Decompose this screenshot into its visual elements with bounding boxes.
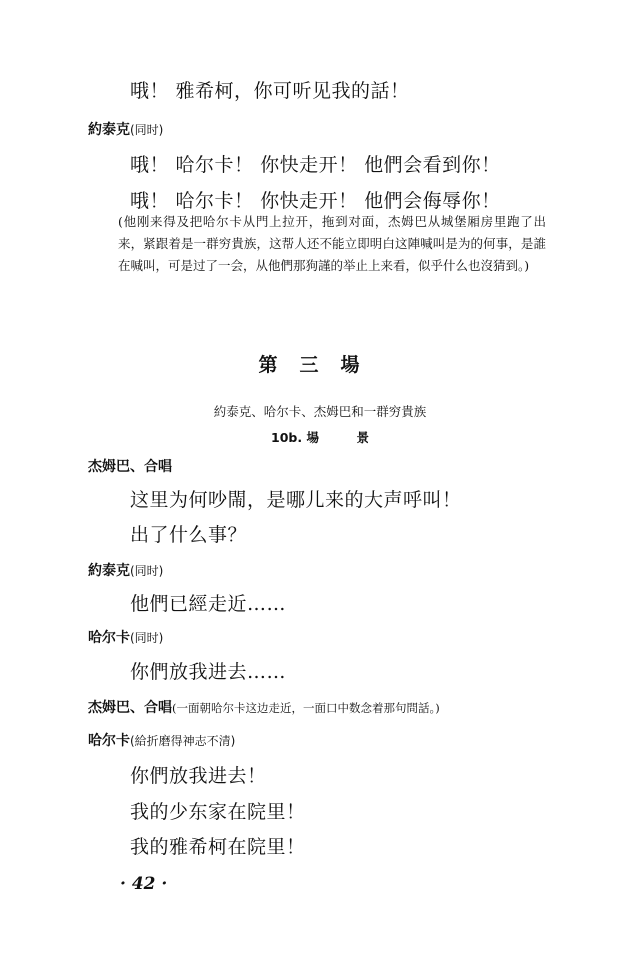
scene-setting <box>0 428 640 446</box>
speaker-name <box>88 560 163 580</box>
lyric-line: 我的雅希柯在院里！ <box>130 836 306 858</box>
lyric-line: 哦！ 雅希柯，你可听见我的話！ <box>130 80 410 102</box>
lyric-line: 哦！ 哈尔卡！ 你快走开！ 他們会侮辱你！ <box>130 190 501 212</box>
speaker-label: 杰姆巴、合唱 <box>88 700 172 716</box>
speaker-label: 約泰克 <box>88 122 130 138</box>
speaker-name: 杰姆巴、合唱 <box>88 459 172 475</box>
lyric-line: 你們放我进去！ <box>130 765 267 787</box>
page-number: · 42 · <box>120 874 168 894</box>
speaker-name <box>88 730 235 750</box>
speaker-label: 哈尔卡 <box>88 630 130 646</box>
lyric-line: 你們放我进去…… <box>130 661 287 683</box>
lyric-line: 这里为何吵閙，是哪儿来的大声呼叫！ <box>130 489 462 511</box>
inline-stage-direction: (一面朝哈尔卡这边走近，一面口中数念着那句問話。) <box>172 701 440 715</box>
lyric-line: 我的少东家在院里！ <box>130 801 306 823</box>
speaker-name <box>88 697 440 717</box>
scene-label: 場 景 <box>306 430 369 445</box>
cast-list: 約泰克、哈尔卡、杰姆巴和一群穷貴族 <box>213 404 427 419</box>
lyric-line: 哦！ 哈尔卡！ 你快走开！ 他們会看到你！ <box>130 154 501 176</box>
scene-number: 10b. <box>271 430 303 445</box>
speaker-note: (同时) <box>130 631 164 645</box>
stage-direction: (他刚来得及把哈尔卡从門上拉开，拖到对面，杰姆巴从城堡厢房里跑了出来，紧跟着是一群穷貴族，这帮人还不能立即明白这陣喊叫是为的何事，是誰在喊叫，可是过了一会，从他們那狗謹的举止上来看，似乎什么也沒猜到。) <box>118 214 546 273</box>
scene-heading: 第三場 <box>258 354 382 376</box>
speaker-label: 約泰克 <box>88 563 130 579</box>
lyric-line: 他們已經走近…… <box>130 593 287 615</box>
speaker-label: 哈尔卡 <box>88 733 130 749</box>
speaker-name <box>88 119 163 139</box>
speaker-name <box>88 627 163 647</box>
speaker-note: (同时) <box>130 123 164 137</box>
speaker-note: (同时) <box>130 564 164 578</box>
speaker-note: (給折磨得神志不清) <box>130 734 236 748</box>
lyric-line: 出了什么事？ <box>130 524 248 546</box>
